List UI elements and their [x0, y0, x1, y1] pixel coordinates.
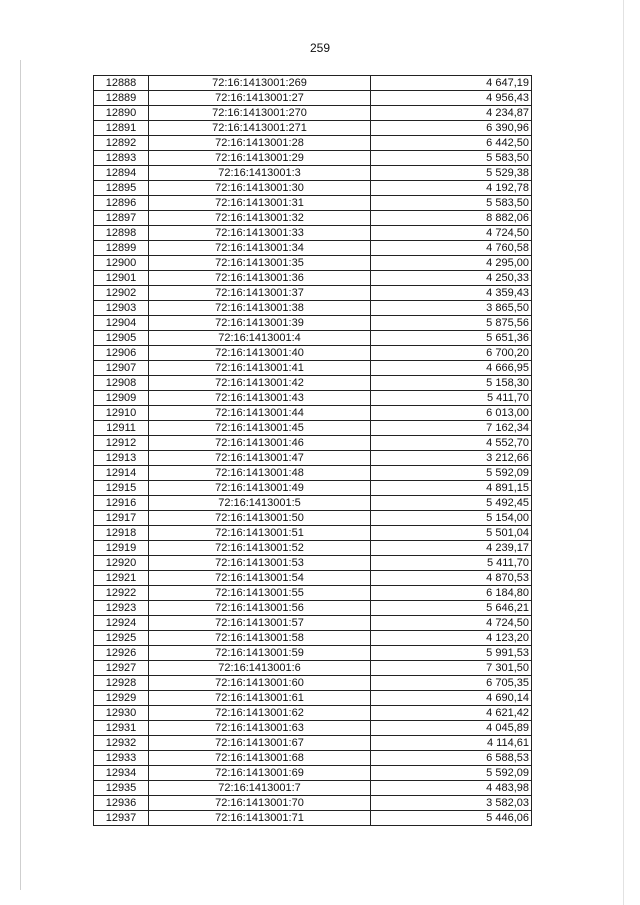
table-row [94, 601, 532, 616]
value-cell: 7 162,34 [371, 421, 532, 436]
row-number-cell: 12929 [94, 691, 149, 706]
value-cell: 5 875,56 [371, 316, 532, 331]
cadastral-number-cell: 72:16:1413001:57 [149, 616, 371, 631]
scan-edge-right [623, 0, 624, 905]
row-number-cell: 12888 [94, 76, 149, 91]
cadastral-number-cell: 72:16:1413001:44 [149, 406, 371, 421]
row-number-cell: 12937 [94, 811, 149, 826]
cadastral-number-cell: 72:16:1413001:3 [149, 166, 371, 181]
value-cell: 5 592,09 [371, 766, 532, 781]
table-row [94, 211, 532, 226]
value-cell: 4 234,87 [371, 106, 532, 121]
table-row [94, 166, 532, 181]
row-number-cell: 12906 [94, 346, 149, 361]
cadastral-number-cell: 72:16:1413001:55 [149, 586, 371, 601]
table-row [94, 736, 532, 751]
page-number: 259 [309, 41, 331, 55]
table-row [94, 151, 532, 166]
cadastral-number-cell: 72:16:1413001:40 [149, 346, 371, 361]
cadastral-number-cell: 72:16:1413001:43 [149, 391, 371, 406]
value-cell: 5 583,50 [371, 196, 532, 211]
cadastral-number-cell: 72:16:1413001:6 [149, 661, 371, 676]
table-row [94, 436, 532, 451]
value-cell: 6 705,35 [371, 676, 532, 691]
cadastral-number-cell: 72:16:1413001:32 [149, 211, 371, 226]
value-cell: 5 492,45 [371, 496, 532, 511]
value-cell: 5 646,21 [371, 601, 532, 616]
value-cell: 4 114,61 [371, 736, 532, 751]
row-number-cell: 12926 [94, 646, 149, 661]
cadastral-number-cell: 72:16:1413001:39 [149, 316, 371, 331]
value-cell: 6 013,00 [371, 406, 532, 421]
cadastral-number-cell: 72:16:1413001:30 [149, 181, 371, 196]
table-row [94, 241, 532, 256]
cadastral-number-cell: 72:16:1413001:46 [149, 436, 371, 451]
value-cell: 4 621,42 [371, 706, 532, 721]
value-cell: 7 301,50 [371, 661, 532, 676]
table-row [94, 91, 532, 106]
row-number-cell: 12897 [94, 211, 149, 226]
value-cell: 4 870,53 [371, 571, 532, 586]
cadastral-number-cell: 72:16:1413001:45 [149, 421, 371, 436]
row-number-cell: 12928 [94, 676, 149, 691]
cadastral-number-cell: 72:16:1413001:34 [149, 241, 371, 256]
table-row [94, 631, 532, 646]
table-row [94, 301, 532, 316]
value-cell: 3 212,66 [371, 451, 532, 466]
table-row [94, 526, 532, 541]
value-cell: 4 192,78 [371, 181, 532, 196]
cadastral-number-cell: 72:16:1413001:29 [149, 151, 371, 166]
table-row [94, 616, 532, 631]
row-number-cell: 12902 [94, 286, 149, 301]
table-row [94, 796, 532, 811]
cadastral-number-cell: 72:16:1413001:270 [149, 106, 371, 121]
value-cell: 5 411,70 [371, 556, 532, 571]
row-number-cell: 12905 [94, 331, 149, 346]
table-row [94, 541, 532, 556]
row-number-cell: 12917 [94, 511, 149, 526]
row-number-cell: 12901 [94, 271, 149, 286]
table-row [94, 481, 532, 496]
table-row [94, 586, 532, 601]
value-cell: 5 411,70 [371, 391, 532, 406]
value-cell: 4 891,15 [371, 481, 532, 496]
scan-edge-left [20, 60, 21, 890]
table-row [94, 226, 532, 241]
cadastral-number-cell: 72:16:1413001:68 [149, 751, 371, 766]
row-number-cell: 12914 [94, 466, 149, 481]
cadastral-number-cell: 72:16:1413001:49 [149, 481, 371, 496]
table-row [94, 451, 532, 466]
cadastral-number-cell: 72:16:1413001:56 [149, 601, 371, 616]
table-row [94, 286, 532, 301]
cadastral-number-cell: 72:16:1413001:51 [149, 526, 371, 541]
table-row [94, 391, 532, 406]
value-cell: 5 651,36 [371, 331, 532, 346]
cadastral-number-cell: 72:16:1413001:60 [149, 676, 371, 691]
table-row [94, 136, 532, 151]
value-cell: 5 501,04 [371, 526, 532, 541]
table-row [94, 421, 532, 436]
value-cell: 6 390,96 [371, 121, 532, 136]
table-row [94, 76, 532, 91]
row-number-cell: 12909 [94, 391, 149, 406]
table-row [94, 406, 532, 421]
value-cell: 4 359,43 [371, 286, 532, 301]
row-number-cell: 12918 [94, 526, 149, 541]
value-cell: 4 956,43 [371, 91, 532, 106]
table-row [94, 121, 532, 136]
table-row [94, 376, 532, 391]
row-number-cell: 12892 [94, 136, 149, 151]
table-row [94, 511, 532, 526]
table-row [94, 196, 532, 211]
table-row [94, 256, 532, 271]
row-number-cell: 12915 [94, 481, 149, 496]
cadastral-number-cell: 72:16:1413001:28 [149, 136, 371, 151]
cadastral-number-cell: 72:16:1413001:63 [149, 721, 371, 736]
value-cell: 4 724,50 [371, 226, 532, 241]
table-row [94, 556, 532, 571]
cadastral-number-cell: 72:16:1413001:47 [149, 451, 371, 466]
row-number-cell: 12898 [94, 226, 149, 241]
value-cell: 5 529,38 [371, 166, 532, 181]
cadastral-number-cell: 72:16:1413001:7 [149, 781, 371, 796]
value-cell: 4 647,19 [371, 76, 532, 91]
cadastral-number-cell: 72:16:1413001:61 [149, 691, 371, 706]
row-number-cell: 12896 [94, 196, 149, 211]
cadastral-number-cell: 72:16:1413001:62 [149, 706, 371, 721]
cadastral-number-cell: 72:16:1413001:27 [149, 91, 371, 106]
cadastral-number-cell: 72:16:1413001:41 [149, 361, 371, 376]
value-cell: 5 991,53 [371, 646, 532, 661]
table-row [94, 181, 532, 196]
table-row [94, 706, 532, 721]
row-number-cell: 12893 [94, 151, 149, 166]
value-cell: 6 184,80 [371, 586, 532, 601]
row-number-cell: 12890 [94, 106, 149, 121]
value-cell: 3 865,50 [371, 301, 532, 316]
table-row [94, 496, 532, 511]
table-row [94, 346, 532, 361]
cadastral-number-cell: 72:16:1413001:69 [149, 766, 371, 781]
row-number-cell: 12919 [94, 541, 149, 556]
row-number-cell: 12891 [94, 121, 149, 136]
value-cell: 4 666,95 [371, 361, 532, 376]
row-number-cell: 12908 [94, 376, 149, 391]
row-number-cell: 12935 [94, 781, 149, 796]
cadastral-number-cell: 72:16:1413001:48 [149, 466, 371, 481]
row-number-cell: 12900 [94, 256, 149, 271]
table-row [94, 646, 532, 661]
table-row [94, 691, 532, 706]
cadastral-table [93, 75, 532, 826]
row-number-cell: 12912 [94, 436, 149, 451]
cadastral-number-cell: 72:16:1413001:58 [149, 631, 371, 646]
cadastral-number-cell: 72:16:1413001:269 [149, 76, 371, 91]
value-cell: 4 690,14 [371, 691, 532, 706]
value-cell: 5 446,06 [371, 811, 532, 826]
table-row [94, 751, 532, 766]
row-number-cell: 12911 [94, 421, 149, 436]
value-cell: 8 882,06 [371, 211, 532, 226]
table-row [94, 466, 532, 481]
value-cell: 3 582,03 [371, 796, 532, 811]
table-row [94, 676, 532, 691]
cadastral-number-cell: 72:16:1413001:52 [149, 541, 371, 556]
row-number-cell: 12894 [94, 166, 149, 181]
cadastral-number-cell: 72:16:1413001:4 [149, 331, 371, 346]
cadastral-number-cell: 72:16:1413001:71 [149, 811, 371, 826]
cadastral-table-body [94, 76, 532, 826]
row-number-cell: 12921 [94, 571, 149, 586]
value-cell: 4 250,33 [371, 271, 532, 286]
cadastral-number-cell: 72:16:1413001:53 [149, 556, 371, 571]
row-number-cell: 12930 [94, 706, 149, 721]
row-number-cell: 12913 [94, 451, 149, 466]
table-row [94, 331, 532, 346]
table-row [94, 721, 532, 736]
value-cell: 6 442,50 [371, 136, 532, 151]
cadastral-number-cell: 72:16:1413001:67 [149, 736, 371, 751]
value-cell: 5 583,50 [371, 151, 532, 166]
cadastral-number-cell: 72:16:1413001:38 [149, 301, 371, 316]
row-number-cell: 12933 [94, 751, 149, 766]
table-row [94, 571, 532, 586]
value-cell: 6 700,20 [371, 346, 532, 361]
value-cell: 5 158,30 [371, 376, 532, 391]
table-row [94, 661, 532, 676]
table-row [94, 106, 532, 121]
row-number-cell: 12934 [94, 766, 149, 781]
value-cell: 4 123,20 [371, 631, 532, 646]
cadastral-number-cell: 72:16:1413001:5 [149, 496, 371, 511]
cadastral-number-cell: 72:16:1413001:33 [149, 226, 371, 241]
value-cell: 4 724,50 [371, 616, 532, 631]
row-number-cell: 12927 [94, 661, 149, 676]
row-number-cell: 12925 [94, 631, 149, 646]
row-number-cell: 12899 [94, 241, 149, 256]
row-number-cell: 12907 [94, 361, 149, 376]
row-number-cell: 12904 [94, 316, 149, 331]
row-number-cell: 12895 [94, 181, 149, 196]
cadastral-number-cell: 72:16:1413001:35 [149, 256, 371, 271]
row-number-cell: 12932 [94, 736, 149, 751]
value-cell: 4 239,17 [371, 541, 532, 556]
value-cell: 4 295,00 [371, 256, 532, 271]
value-cell: 4 760,58 [371, 241, 532, 256]
table-row [94, 781, 532, 796]
row-number-cell: 12931 [94, 721, 149, 736]
row-number-cell: 12924 [94, 616, 149, 631]
cadastral-number-cell: 72:16:1413001:31 [149, 196, 371, 211]
value-cell: 4 483,98 [371, 781, 532, 796]
row-number-cell: 12889 [94, 91, 149, 106]
row-number-cell: 12903 [94, 301, 149, 316]
value-cell: 4 045,89 [371, 721, 532, 736]
cadastral-number-cell: 72:16:1413001:59 [149, 646, 371, 661]
row-number-cell: 12916 [94, 496, 149, 511]
table-row [94, 766, 532, 781]
cadastral-number-cell: 72:16:1413001:42 [149, 376, 371, 391]
cadastral-number-cell: 72:16:1413001:50 [149, 511, 371, 526]
cadastral-number-cell: 72:16:1413001:70 [149, 796, 371, 811]
value-cell: 6 588,53 [371, 751, 532, 766]
row-number-cell: 12920 [94, 556, 149, 571]
table-row [94, 811, 532, 826]
cadastral-number-cell: 72:16:1413001:54 [149, 571, 371, 586]
table-row [94, 271, 532, 286]
value-cell: 5 592,09 [371, 466, 532, 481]
row-number-cell: 12923 [94, 601, 149, 616]
row-number-cell: 12922 [94, 586, 149, 601]
cadastral-number-cell: 72:16:1413001:36 [149, 271, 371, 286]
table-row [94, 361, 532, 376]
cadastral-number-cell: 72:16:1413001:271 [149, 121, 371, 136]
value-cell: 5 154,00 [371, 511, 532, 526]
table-row [94, 316, 532, 331]
value-cell: 4 552,70 [371, 436, 532, 451]
row-number-cell: 12936 [94, 796, 149, 811]
row-number-cell: 12910 [94, 406, 149, 421]
cadastral-number-cell: 72:16:1413001:37 [149, 286, 371, 301]
